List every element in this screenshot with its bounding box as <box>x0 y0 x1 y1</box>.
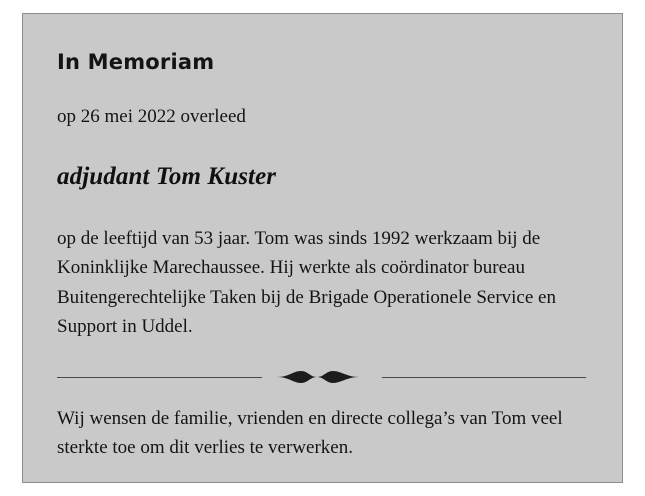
death-date-line: op 26 mei 2022 overleed <box>57 106 246 128</box>
deceased-name: adjudant Tom Kuster <box>57 162 277 190</box>
in-memoriam-card <box>22 13 623 483</box>
biography-text: op de leeftijd van 53 jaar. Tom was sinds 1992 werkzaam bij de Koninklijke Marechaussee. Hij werkte als coördinator bureau Buitengerechtelijke Taken bij de Brigade Operationele Service en Support in Uddel. <box>57 227 556 338</box>
notice-content <box>23 14 622 463</box>
page-title: In Memoriam <box>57 50 215 74</box>
flourish-ornament <box>262 364 382 390</box>
decorative-divider <box>57 364 586 390</box>
condolence-text: Wij wensen de familie, vrienden en directe collega’s van Tom veel sterkte toe om dit verlies te verwerken. <box>57 407 563 459</box>
